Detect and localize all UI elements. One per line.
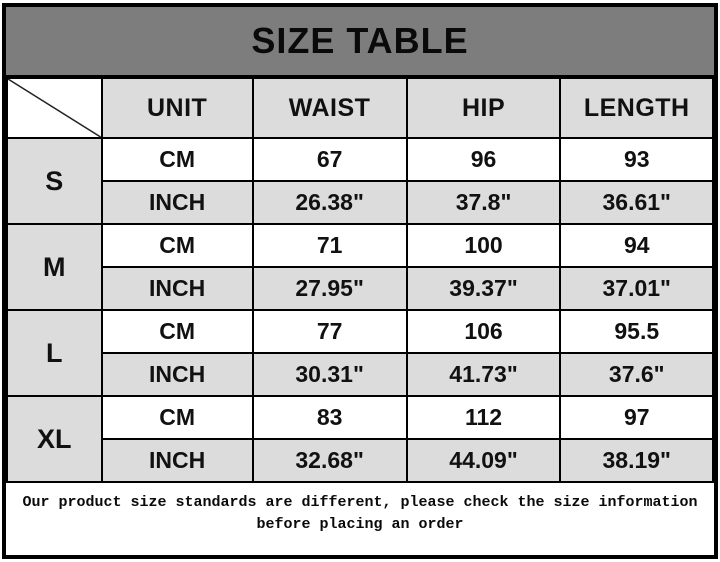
unit-cell-s-cm: CM [102,138,253,181]
cell-m-inch-waist: 27.95" [253,267,407,310]
unit-cell-xl-inch: INCH [102,439,253,482]
header-row [7,78,713,138]
table-row-xl-cm [7,396,713,439]
cell-m-cm-hip: 100 [407,224,561,267]
cell-xl-cm-length: 97 [560,396,713,439]
cell-xl-inch-length: 38.19" [560,439,713,482]
unit-cell-xl-cm: CM [102,396,253,439]
corner-diagonal-cell [7,78,102,138]
cell-m-cm-waist: 71 [253,224,407,267]
size-label-l: L [7,310,102,396]
cell-xl-cm-hip: 112 [407,396,561,439]
cell-s-inch-waist: 26.38" [253,181,407,224]
cell-m-cm-length: 94 [560,224,713,267]
unit-cell-m-cm: CM [102,224,253,267]
header-unit: UNIT [102,78,253,138]
cell-l-inch-waist: 30.31" [253,353,407,396]
cell-l-cm-waist: 77 [253,310,407,353]
header-length: LENGTH [560,78,713,138]
unit-cell-l-cm: CM [102,310,253,353]
table-row-m-inch [7,267,713,310]
table-row-s-inch [7,181,713,224]
table-row-xl-inch [7,439,713,482]
table-row-m-cm [7,224,713,267]
unit-cell-s-inch: INCH [102,181,253,224]
table-row-l-inch [7,353,713,396]
cell-s-cm-hip: 96 [407,138,561,181]
unit-cell-m-inch: INCH [102,267,253,310]
table-row-l-cm [7,310,713,353]
cell-l-inch-hip: 41.73" [407,353,561,396]
footer-note-line1: Our product size standards are different, please check the size information [22,494,698,511]
title-bar [6,7,714,77]
cell-l-inch-length: 37.6" [560,353,713,396]
cell-l-cm-hip: 106 [407,310,561,353]
cell-s-inch-hip: 37.8" [407,181,561,224]
footer-note-line2: before placing an order [256,516,464,533]
table-row-s-cm [7,138,713,181]
size-label-m: M [7,224,102,310]
cell-m-inch-length: 37.01" [560,267,713,310]
cell-xl-inch-waist: 32.68" [253,439,407,482]
cell-s-cm-waist: 67 [253,138,407,181]
size-label-xl: XL [7,396,102,482]
diagonal-line-icon [8,79,101,137]
header-hip: HIP [407,78,561,138]
cell-m-inch-hip: 39.37" [407,267,561,310]
cell-s-cm-length: 93 [560,138,713,181]
size-label-s: S [7,138,102,224]
cell-xl-cm-waist: 83 [253,396,407,439]
page-title: SIZE TABLE [251,20,469,61]
cell-l-cm-length: 95.5 [560,310,713,353]
table-frame [2,3,718,559]
footer-note [6,483,714,555]
unit-cell-l-inch: INCH [102,353,253,396]
size-table [6,77,714,483]
cell-s-inch-length: 36.61" [560,181,713,224]
cell-xl-inch-hip: 44.09" [407,439,561,482]
header-waist: WAIST [253,78,407,138]
